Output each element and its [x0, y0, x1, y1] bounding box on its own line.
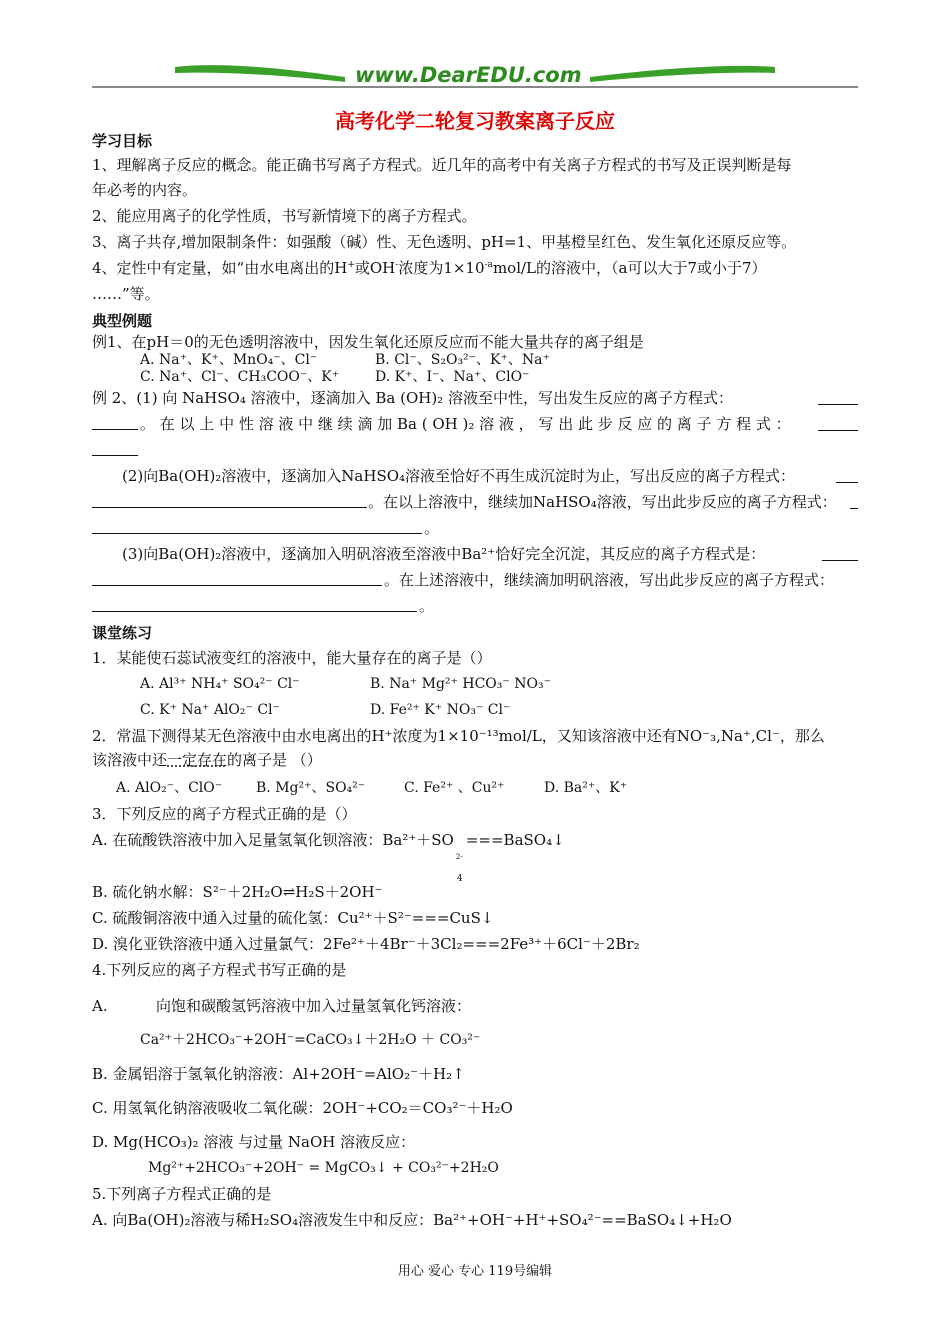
- goal-4-part-f: mol/L的溶液中，（a可以大于7或小于7）: [492, 259, 767, 277]
- question-5-option-a: A. 向Ba(OH)₂溶液与稀H₂SO₄溶液发生中和反应：Ba²⁺+OH⁻+H⁺+SO₄²⁻==BaSO₄↓+H₂O: [92, 1211, 732, 1229]
- page-title: 高考化学二轮复习教案离子反应: [335, 109, 615, 133]
- example-2-part-2-end: 。: [424, 519, 440, 537]
- question-4-option-a: 向饱和碳酸氢钙溶液中加入过量氢氧化钙溶液：: [156, 997, 472, 1015]
- goal-4-part-d: OH: [369, 259, 396, 277]
- question-4-option-d: D. Mg(HCO₃)₂ 溶液 与过量 NaOH 溶液反应：: [92, 1133, 416, 1151]
- goal-4-part-e: 浓度为1×10: [398, 259, 485, 277]
- answer-blank: [92, 518, 422, 534]
- logo-text: www.DearEDU.com: [355, 63, 582, 87]
- goal-4-part-a: 4、定性中有定量，如“由水电离出的: [92, 259, 335, 277]
- goal-2: 2、能应用离子的化学性质，书写新情境下的离子方程式。: [92, 207, 477, 225]
- question-2-option-b: B. Mg²⁺、SO₄²⁻: [256, 780, 366, 796]
- example-1-option-d: D. K⁺、I⁻、Na⁺、ClO⁻: [375, 369, 530, 385]
- examples-heading: 典型例题: [92, 312, 153, 330]
- question-3-option-c: C. 硫酸铜溶液中通入过量的硫化氢：Cu²⁺＋S²⁻===CuS↓: [92, 909, 494, 927]
- goal-4-part-b-sup: +: [347, 260, 355, 270]
- goal-4-line-2: ……”等。: [92, 285, 160, 303]
- question-4-stem: 4.下列反应的离子方程式书写正确的是: [92, 961, 347, 979]
- question-4-option-a-label: A.: [92, 997, 108, 1015]
- answer-blank: [92, 440, 138, 456]
- answer-blank: [822, 545, 858, 561]
- example-2-part-1-line-2: 。 在 以 上 中 性 溶 液 中 继 续 滴 加 Ba ( OH )₂ 溶 液 ， 写 出 此 步 反 应 的 离 子 方 程 式 ：: [140, 415, 791, 433]
- answer-blank: [92, 596, 417, 612]
- example-2-part-2-line-2: 。在以上溶液中，继续加NaHSO₄溶液，写出此步反应的离子方程式：: [368, 493, 837, 511]
- question-2-line-1: 2．常温下测得某无色溶液中由水电离出的H⁺浓度为1×10⁻¹³mol/L，又知该溶液中还有NO⁻₃,Na⁺,Cl⁻，那么: [92, 727, 825, 745]
- practice-heading: 课堂练习: [92, 624, 153, 642]
- question-1-option-a: A. Al³⁺ NH₄⁺ SO₄²⁻ Cl⁻: [140, 676, 300, 692]
- question-2-text-c: 的离子是 （）: [227, 751, 322, 769]
- header-logo: [0, 55, 950, 95]
- question-3-stem: 3．下列反应的离子方程式正确的是（）: [92, 805, 357, 823]
- answer-blank: [92, 492, 367, 508]
- goal-3: 3、离子共存,增加限制条件：如强酸（碱）性、无色透明、pH=1、甲基橙呈红色、发生氧化还原反应等。: [92, 233, 797, 251]
- goal-4-part-e-sup: -a: [484, 260, 493, 270]
- question-2-option-a: A. AlO₂⁻、ClO⁻: [116, 780, 223, 796]
- example-2-part-2-line-1: (2)向Ba(OH)₂溶液中，逐滴加入NaHSO₄溶液至恰好不再生成沉淀时为止，写出反应的离子方程式：: [122, 467, 796, 485]
- question-3-option-d: D. 溴化亚铁溶液中通入过量氯气：2Fe²⁺＋4Br⁻＋3Cl₂===2Fe³⁺＋6Cl⁻＋2Br₂: [92, 935, 640, 953]
- example-1-option-b: B. Cl⁻、S₂O₃²⁻、K⁺、Na⁺: [375, 352, 550, 368]
- question-4-option-b: B. 金属铝溶于氢氧化钠溶液：Al+2OH⁻=AlO₂⁻＋H₂↑: [92, 1065, 465, 1083]
- answer-blank: [92, 414, 138, 430]
- question-3-option-b: B. 硫化钠水解：S²⁻＋2H₂O⇌H₂S＋2OH⁻: [92, 883, 383, 901]
- sulfate-charge: 2-: [455, 853, 463, 861]
- question-4-option-c: C. 用氢氧化钠溶液吸收二氧化碳：2OH⁻+CO₂＝CO₃²⁻＋H₂O: [92, 1099, 513, 1117]
- question-2-text-a: 该溶液中还: [92, 751, 168, 769]
- question-2-emphasis: 一定存在: [167, 751, 228, 769]
- goals-heading: 学习目标: [92, 132, 153, 150]
- answer-blank: [850, 493, 858, 509]
- question-3-option-a: [92, 830, 565, 884]
- example-1-stem: 例1、在pH＝0的无色透明溶液中，因发生氧化还原反应而不能大量共存的离子组是: [92, 333, 644, 351]
- example-2-part-3-end: 。: [419, 597, 435, 615]
- question-3-option-a-tail: ===BaSO₄↓: [465, 831, 565, 849]
- goal-4-part-d-sup: -: [395, 260, 399, 270]
- answer-blank: [92, 570, 382, 586]
- example-2-part-1-line-1: 例 2、(1) 向 NaHSO₄ 溶液中，逐滴加入 Ba (OH)₂ 溶液至中性，写出发生反应的离子方程式：: [92, 389, 733, 407]
- example-1-option-a: A. Na⁺、K⁺、MnO₄⁻、Cl⁻: [140, 352, 318, 368]
- goal-4-line-1: [92, 258, 767, 278]
- goal-1-line-1: 1、理解离子反应的概念。能正确书写离子方程式。近几年的高考中有关离子方程式的书写及正误判断是每: [92, 156, 792, 174]
- goal-4-part-c: 或: [354, 259, 370, 277]
- question-2-option-c: C. Fe²⁺ 、Cu²⁺: [404, 780, 505, 796]
- question-2-option-d: D. Ba²⁺、K⁺: [544, 780, 628, 796]
- example-1-option-c: C. Na⁺、Cl⁻、CH₃COO⁻、K⁺: [140, 369, 340, 385]
- question-1-option-b: B. Na⁺ Mg²⁺ HCO₃⁻ NO₃⁻: [370, 676, 551, 692]
- question-1-stem: 1．某能使石蕊试液变红的溶液中，能大量存在的离子是（）: [92, 649, 492, 667]
- goal-4-part-b: H: [334, 259, 348, 277]
- question-4-option-d-equation: Mg²⁺+2HCO₃⁻+2OH⁻ = MgCO₃↓ + CO₃²⁻+2H₂O: [148, 1160, 499, 1176]
- sulfate-subscript: 4: [456, 874, 463, 884]
- page-footer: 用心 爱心 专心 119号编辑: [397, 1264, 553, 1279]
- answer-blank: [836, 467, 858, 483]
- question-1-option-d: D. Fe²⁺ K⁺ NO₃⁻ Cl⁻: [370, 702, 511, 718]
- goal-1-line-2: 年必考的内容。: [92, 181, 198, 199]
- question-1-option-c: C. K⁺ Na⁺ AlO₂⁻ Cl⁻: [140, 702, 280, 718]
- question-2-line-2: [92, 750, 322, 770]
- answer-blank: [818, 389, 858, 405]
- example-2-part-3-line-2: 。在上述溶液中，继续滴加明矾溶液，写出此步反应的离子方程式：: [384, 571, 835, 589]
- example-2-part-3-line-1: (3)向Ba(OH)₂溶液中，逐滴加入明矾溶液至溶液中Ba²⁺恰好完全沉淀，其反应的离子方程式是：: [122, 545, 766, 563]
- answer-blank: [818, 415, 858, 431]
- question-5-stem: 5.下列离子方程式正确的是: [92, 1185, 272, 1203]
- question-3-option-a-text: A. 在硫酸铁溶液中加入足量氢氧化钡溶液：Ba²⁺＋SO: [92, 831, 454, 849]
- question-4-option-a-equation: Ca²⁺＋2HCO₃⁻+2OH⁻=CaCO₃↓＋2H₂O ＋ CO₃²⁻: [140, 1032, 481, 1048]
